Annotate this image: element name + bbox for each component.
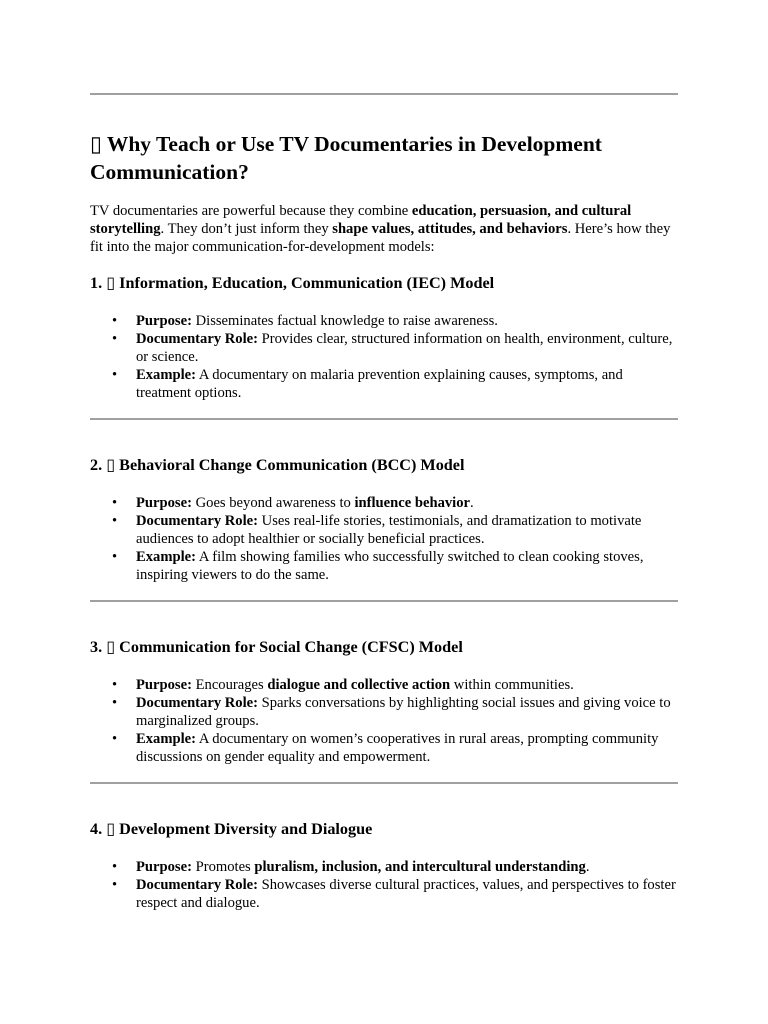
purpose-text: Promotes — [191, 859, 255, 875]
role-text: Provides clear, structured information on health, environment, culture, or science. — [136, 331, 673, 365]
purpose-bold: pluralism, inclusion, and intercultural understanding — [254, 859, 586, 875]
purpose-text-end: . — [585, 859, 590, 875]
intro-bold-2: shape values, attitudes, and behaviors — [332, 221, 568, 237]
bullet-icon: • — [112, 313, 118, 329]
purpose-bold: influence behavior — [354, 495, 471, 511]
label-example: Example: — [136, 731, 196, 747]
title-text: Why Teach or Use TV Documentaries in Development Communication? — [90, 132, 602, 184]
intro-text-3: . Here’s how they fit into the major communication-for-development models: — [90, 221, 671, 255]
list-item-purpose — [90, 312, 678, 330]
section-heading-iec — [90, 273, 678, 293]
purpose-text: Encourages — [191, 677, 268, 693]
bullet-icon: • — [112, 513, 118, 529]
list-item-role — [90, 694, 678, 730]
role-text: Showcases diverse cultural practices, values, and perspectives to foster respect and dialogue. — [136, 877, 676, 911]
section-placeholder-icon: ▯ — [106, 456, 116, 474]
role-text: Uses real-life stories, testimonials, and dramatization to motivate audiences to adopt healthier or socially beneficial practices. — [136, 513, 642, 547]
section-number: 1. — [90, 274, 103, 292]
section-heading-text: Communication for Social Change (CFSC) Model — [119, 638, 463, 656]
list-item-role — [90, 330, 678, 366]
role-text: Sparks conversations by highlighting social issues and giving voice to marginalized groups. — [136, 695, 671, 729]
label-role: Documentary Role: — [136, 877, 258, 893]
list-item-example — [90, 730, 678, 766]
label-purpose: Purpose: — [136, 859, 192, 875]
section-list-bcc — [90, 494, 678, 584]
section-placeholder-icon: ▯ — [106, 820, 116, 838]
label-example: Example: — [136, 549, 196, 565]
bullet-icon: • — [112, 495, 118, 511]
bullet-icon: • — [112, 859, 118, 875]
bullet-icon: • — [112, 677, 118, 693]
list-item-role — [90, 876, 678, 912]
example-text: A documentary on women’s cooperatives in rural areas, prompting community discussions on gender equality and empowerment. — [136, 731, 659, 765]
section-divider — [90, 600, 678, 602]
section-heading-diversity — [90, 819, 678, 839]
intro-paragraph — [90, 202, 678, 256]
label-role: Documentary Role: — [136, 331, 258, 347]
bullet-icon: • — [112, 695, 118, 711]
label-purpose: Purpose: — [136, 495, 192, 511]
section-number: 3. — [90, 638, 103, 656]
page-title — [90, 130, 678, 186]
bullet-icon: • — [112, 731, 118, 747]
section-divider — [90, 418, 678, 420]
section-heading-cfsc — [90, 637, 678, 657]
intro-text-2: . They don’t just inform they — [160, 221, 333, 237]
section-divider — [90, 782, 678, 784]
bullet-icon: • — [112, 549, 118, 565]
purpose-text: Goes beyond awareness to — [191, 495, 355, 511]
purpose-text: Disseminates factual knowledge to raise awareness. — [191, 313, 498, 329]
bullet-icon: • — [112, 331, 118, 347]
top-divider — [90, 93, 678, 95]
list-item-purpose — [90, 858, 678, 876]
section-placeholder-icon: ▯ — [106, 638, 116, 656]
list-item-example — [90, 366, 678, 402]
title-placeholder-icon: ▯ — [90, 132, 102, 156]
intro-bold-1: education, persuasion, and cultural storytelling — [90, 203, 632, 237]
label-purpose: Purpose: — [136, 313, 192, 329]
label-role: Documentary Role: — [136, 513, 258, 529]
purpose-text-end: . — [470, 495, 474, 511]
label-role: Documentary Role: — [136, 695, 258, 711]
section-heading-bcc — [90, 455, 678, 475]
section-heading-text: Behavioral Change Communication (BCC) Model — [119, 456, 465, 474]
list-item-purpose — [90, 676, 678, 694]
example-text: A film showing families who successfully switched to clean cooking stoves, inspiring viewers to do the same. — [136, 549, 644, 583]
purpose-text-end: within communities. — [450, 677, 574, 693]
section-list-iec — [90, 312, 678, 402]
list-item-role — [90, 512, 678, 548]
section-placeholder-icon: ▯ — [106, 274, 116, 292]
intro-text-1: TV documentaries are powerful because they combine — [90, 203, 412, 219]
purpose-bold: dialogue and collective action — [267, 677, 451, 693]
bullet-icon: • — [112, 877, 118, 893]
section-number: 2. — [90, 456, 103, 474]
example-text: A documentary on malaria prevention explaining causes, symptoms, and treatment options. — [136, 367, 623, 401]
label-purpose: Purpose: — [136, 677, 192, 693]
label-example: Example: — [136, 367, 196, 383]
section-list-diversity — [90, 858, 678, 912]
section-list-cfsc — [90, 676, 678, 766]
list-item-example — [90, 548, 678, 584]
section-heading-text: Development Diversity and Dialogue — [119, 820, 373, 838]
list-item-purpose — [90, 494, 678, 512]
section-heading-text: Information, Education, Communication (IEC) Model — [119, 274, 495, 292]
bullet-icon: • — [112, 367, 118, 383]
section-number: 4. — [90, 820, 103, 838]
